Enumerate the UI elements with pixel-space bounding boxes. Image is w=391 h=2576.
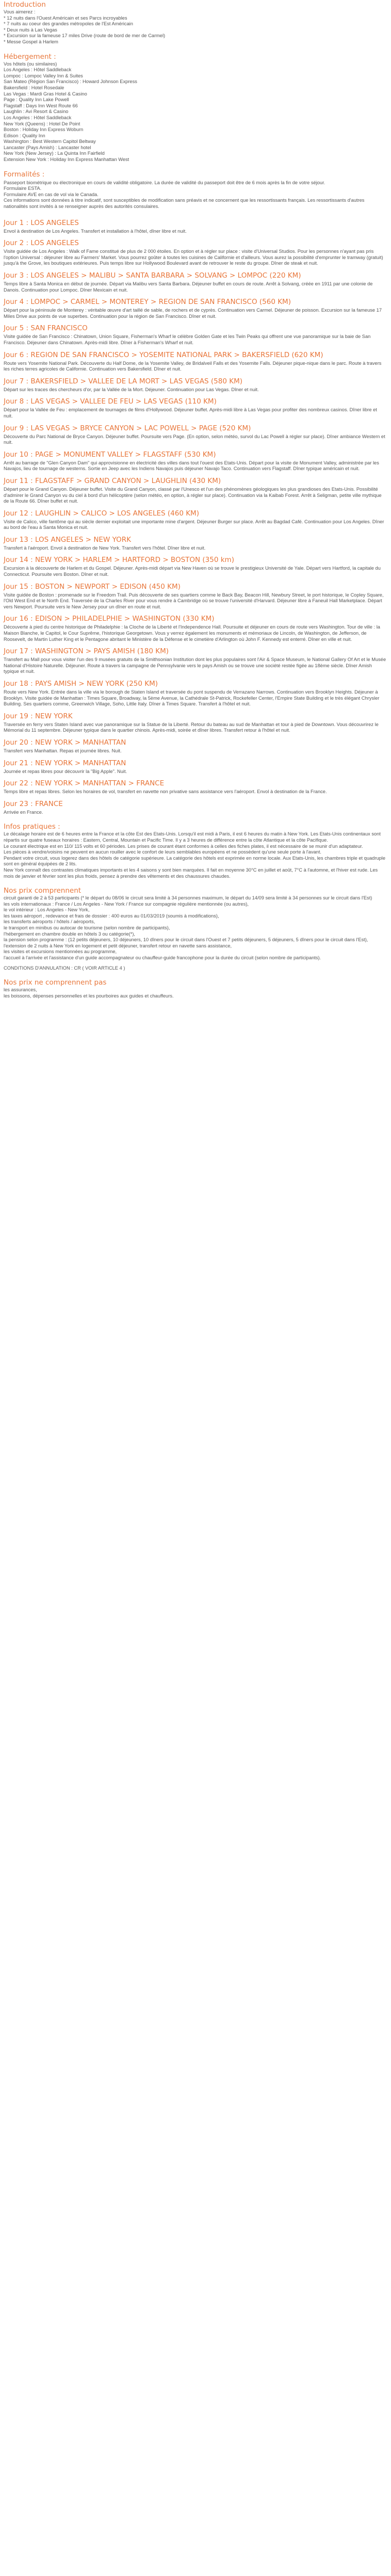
- day-description: Temps libre et repas libres. Selon les horaires de vol, transfert en navette non privative sans assistance vers l'aéroport. Envol à destination de la France.: [4, 789, 327, 795]
- formalites-paragraph: Formulaire ESTA.: [4, 186, 42, 191]
- hotel-line: Los Angeles : Hôtel Saddleback: [4, 115, 72, 120]
- hotel-line: Page : Quality Inn Lake Powell: [4, 97, 69, 103]
- day-heading: Jour 11 : FLAGSTAFF > GRAND CANYON > LAUGHLIN (430 KM): [4, 476, 221, 485]
- intro-section: [4, 0, 387, 45]
- day-heading: Jour 4 : LOMPOC > CARMEL > MONTEREY > REGION DE SAN FRANCISCO (560 KM): [4, 298, 291, 307]
- hotel-line: Los Angeles : Hôtel Saddleback: [4, 67, 72, 73]
- hotel-line: Bakersfield : Hotel Rosedale: [4, 85, 64, 90]
- day-heading: Jour 19 : NEW YORK: [4, 712, 73, 720]
- day-heading: Jour 3 : LOS ANGELES > MALIBU > SANTA BARBARA > SOLVANG > LOMPOC (220 KM): [4, 271, 301, 280]
- day-heading: Jour 5 : SAN FRANCISCO: [4, 324, 88, 333]
- formalites-paragraph: Passeport biométrique ou électronique en cours de validité obligatoire. La durée de validité du passeport doit être de 6 mois après la fin de votre séjour.: [4, 180, 325, 185]
- day-block: [4, 446, 387, 472]
- day-heading: Jour 12 : LAUGHLIN > CALICO > LOS ANGELES (460 KM): [4, 509, 199, 518]
- day-block: [4, 420, 387, 446]
- day-block: [4, 531, 387, 552]
- day-heading: Jour 17 : WASHINGTON > PAYS AMISH (180 KM): [4, 647, 169, 656]
- day-block: [4, 578, 387, 610]
- day-heading: Jour 23 : FRANCE: [4, 799, 63, 808]
- day-heading: Jour 15 : BOSTON > NEWPORT > EDISON (450 KM): [4, 582, 181, 591]
- prix-item: le vol intérieur : Los Angeles - New York,: [4, 907, 90, 913]
- day-heading: Jour 22 : NEW YORK > MANHATTAN > FRANCE: [4, 779, 165, 788]
- prix-item: circuit garanti de 2 à 53 participants (* le départ du 08/06 le circuit sera limité à 34 personnes maximum, le départ du 14/09 sera limité à 34 personnes sur le circuit dans l'Est): [4, 895, 372, 901]
- ne-comprennent-item: les boissons, dépenses personnelles et les pourboires aux guides et chauffeurs.: [4, 993, 174, 999]
- day-heading: Jour 13 : LOS ANGELES > NEW YORK: [4, 535, 131, 544]
- day-description: Visite de Calico, ville fantôme qui au siècle dernier exploitait une importante mine d'argent. Déjeuner Burger sur place. Arrêt au Bagdad Café. Continuation pour Los Angeles. Dîner au bord de l'eau à Santa Monica et nuit.: [4, 519, 384, 530]
- day-description: Arrivée en France.: [4, 809, 43, 815]
- prix-item: l'extension de 2 nuits à New York en logement et petit déjeuner, transfert retour en navette sans assistance,: [4, 943, 232, 948]
- day-heading: Jour 21 : NEW YORK > MANHATTAN: [4, 759, 126, 767]
- day-description: Visite guidée de Los Angeles : Walk of Fame constitué de plus de 2 000 étoiles. En option et à régler sur place : visite d'Universal Studios. Pour les personnes n'ayant pas pris l'option Universal : déjeuner libre au Farmers' Market. Vous pourrez goûter à toutes les cuisines de Californie et d'ailleurs. Vous aurez la possibilité d'emprunter le tramway (gratuit) jusqu'à the Grove, les boutiques extérieures. Puis temps libre sur Hollywood Boulevard avant de retrouver le reste du groupe. Dîner de steak et nuit.: [4, 249, 383, 266]
- day-description: Départ sur les traces des chercheurs d'or, par la Vallée de la Mort. Déjeuner. Continuation pour Las Vegas. Dîner et nuit.: [4, 387, 259, 392]
- prix-item: les transferts aéroports / hôtels / aéroports,: [4, 919, 95, 925]
- itinerary-document: [0, 0, 391, 999]
- day-block: [4, 505, 387, 531]
- day-heading: Jour 7 : BAKERSFIELD > VALLEE DE LA MORT > LAS VEGAS (580 KM): [4, 377, 243, 385]
- hotel-line: Laughlin : Avi Resort & Casino: [4, 109, 69, 115]
- day-description: Temps libre à Santa Monica en début de journée. Départ via Malibu vers Santa Barbara. Déjeuner buffet en cours de route. Arrêt à Solvang, créée en 1911 par une colonie de Danois. Continuation pour Lompoc. Dîner Mexicain et nuit.: [4, 281, 373, 293]
- prix-item: l'hébergement en chambre double en hôtels 3 ou catégorie(*),: [4, 931, 136, 937]
- day-block: [4, 293, 387, 319]
- hebergement-heading: Hébergement :: [4, 52, 56, 61]
- day-description: Départ pour la péninsule de Monterey : véritable œuvre d'art taillé de sable, de rochers et de cyprès. Continuation vers Carmel. Déjeuner de poisson. Excursion sur la fameuse 17 Miles Drive aux points de vue superbes. Continuation pour la région de San Francisco. Dîner et nuit.: [4, 308, 382, 319]
- day-block: [4, 393, 387, 419]
- day-block: [4, 734, 387, 754]
- intro-line: Vous aimerez :: [4, 9, 36, 14]
- section-gap: [4, 45, 387, 50]
- day-description: Journée et repas libres pour découvrir la "Big Apple". Nuit.: [4, 768, 127, 774]
- ne-comprennent-heading: Nos prix ne comprennent pas: [4, 978, 107, 987]
- section-gap: [4, 210, 387, 214]
- infos-heading: Infos pratiques :: [4, 823, 60, 831]
- day-block: [4, 707, 387, 734]
- hotel-line: Extension New York : Holiday Inn Express Manhattan West: [4, 157, 129, 163]
- hotel-line: Flagstaff : Days Inn West Route 66: [4, 103, 78, 108]
- day-heading: Jour 20 : NEW YORK > MANHATTAN: [4, 738, 126, 747]
- intro-line: * Deux nuits à Las Vegas: [4, 27, 57, 33]
- infos-paragraph: Le courant électrique est en 110/ 115 volts et 60 périodes. Les prises de courant étant conformes à celles des fiches plates, il est nécessaire de se munir d'un adaptateur.: [4, 843, 363, 849]
- day-description: Traversée en ferry vers Staten Island avec vue panoramique sur la Statue de la Liberté. Retour du bateau au sud de Manhattan et tour à pied de Downtown. Vous découvrirez le Mémorial du 11 septembre. Déjeuner typique dans le quartier chinois. Après-midi, soirée et dîner libres. Transfert retour à l'hôtel et nuit.: [4, 721, 379, 733]
- day-description: Excursion à la découverte de Harlem et du Gospel. Déjeuner. Après-midi départ via New Haven où se trouve le prestigieux Université de Yale. Départ vers Hartford, la capitale du Connecticut. Poursuite vers Boston. Dîner et nuit.: [4, 566, 381, 577]
- day-heading: Jour 2 : LOS ANGELES: [4, 239, 79, 248]
- prix-heading: Nos prix comprennent: [4, 887, 82, 895]
- day-block: [4, 319, 387, 346]
- section-gap: [4, 163, 387, 167]
- day-block: [4, 234, 387, 267]
- day-description: Envol à destination de Los Angeles. Transfert et installation à l'hôtel, dîner libre et nuit.: [4, 228, 187, 234]
- hotel-line: San Mateo (Région San Francisco) : Howard Johnson Express: [4, 79, 137, 85]
- intro-heading: Introduction: [4, 1, 46, 9]
- day-block: [4, 675, 387, 707]
- hotel-line: Las Vegas : Mardi Gras Hotel & Casino: [4, 91, 87, 96]
- intro-line: * Excursion sur la fameuse 17 miles Drive (route de bord de mer de Carmel): [4, 33, 166, 39]
- infos-paragraph: New York connaît des contrastes climatiques importants et les 4 saisons y sont bien marquées. Il fait en moyenne 30°C en juillet et août, 7°C à l'automne, et l'hiver est rude. Les mois de janvier et février sont les plus froids, pensez à prendre des vêtements et des chaussures chaudes.: [4, 867, 378, 879]
- section-gap: [4, 971, 387, 975]
- infos-paragraph: Pendant votre circuit, vous logerez dans des hôtels de catégorie supérieure. La catégorie des hôtels est exprimée en norme locale. Aux Etats-Unis, les chambres triple et quadruple sont en général équipées de 2 lits.: [4, 855, 386, 867]
- hotel-line: New York (Queens) : Hotel De Point: [4, 121, 80, 126]
- section-gap: [4, 815, 387, 819]
- day-heading: Jour 1 : LOS ANGELES: [4, 218, 79, 227]
- section-gap: [4, 879, 387, 883]
- day-heading: Jour 10 : PAGE > MONUMENT VALLEY > FLAGSTAFF (530 KM): [4, 450, 216, 459]
- conditions-annulation: CONDITIONS D'ANNULATION : CR ( VOIR ARTICLE 4 ): [4, 965, 125, 971]
- prix-item: les visites et excursions mentionnées au programme,: [4, 949, 117, 955]
- hotel-line: New York (New Jersey) : La Quinta Inn Fairfield: [4, 151, 105, 156]
- day-heading: Jour 14 : NEW YORK > HARLEM > HARTFORD > BOSTON (350 km): [4, 556, 234, 565]
- intro-line: * 12 nuits dans l'Ouest Américain et ses Parcs incroyables: [4, 15, 127, 21]
- hotel-line: Edison : Quality Inn: [4, 133, 45, 138]
- day-heading: Jour 18 : PAYS AMISH > NEW YORK (250 KM): [4, 680, 158, 688]
- day-block: [4, 373, 387, 393]
- itinerary-days: [4, 214, 387, 816]
- hebergement-section: [4, 50, 387, 163]
- day-heading: Jour 6 : REGION DE SAN FRANCISCO > YOSEMITE NATIONAL PARK > BAKERSFIELD (620 KM): [4, 350, 323, 359]
- day-block: [4, 775, 387, 795]
- hotel-line: Lompoc : Lompoc Valley Inn & Suites: [4, 73, 83, 78]
- day-description: Transfert à l'aéroport. Envol à destination de New York. Transfert vers l'hôtel. Dîner libre et nuit.: [4, 545, 206, 551]
- day-block: [4, 795, 387, 816]
- infos-paragraph: Les pièces à vendre/voisins ne peuvent en aucun rouiller avec le confort de leurs semblables européens et ne possèdent qu'une seule porte à l'avant.: [4, 849, 321, 855]
- day-block: [4, 610, 387, 642]
- day-block: [4, 214, 387, 235]
- day-description: Visite guidée de Boston : promenade sur le Freedom Trail. Puis découverte de ses quartiers comme le Back Bay, Beacon Hill, Newbury Street, le port historique, le Copley Square, l'Old West End et le North End. Traversée de la Charles River pour vous rendre à Cambridge où se trouve l'université d'Harvard. Déjeuner libre à Faneuil Hall Marketplace. Départ vers Newport. Poursuite vers le New Jersey pour un dîner en route et nuit.: [4, 592, 384, 609]
- day-heading: Jour 9 : LAS VEGAS > BRYCE CANYON > LAC POWELL > PAGE (520 KM): [4, 424, 251, 432]
- day-description: Départ pour le Grand Canyon. Déjeuner buffet. Visite du Grand Canyon, classé par l'Unesco et l'un des phénomènes géologiques les plus grandioses des Etats-Unis. Possibilité d'admirer le Grand Canyon vu du ciel à bord d'un hélicoptère (selon météo, en option, à régler sur place). Continuation via la Kaibab Forest. Arrêt à Seligman, petite ville mythique de la Route 66. Dîner buffet et nuit.: [4, 486, 382, 504]
- ne-comprennent-item: les assurances,: [4, 987, 37, 993]
- prix-item: l'accueil à l'arrivée et l'assistance d'un guide accompagnateur ou chauffeur-guide francophone pour la durée du circuit (selon nombre de participants).: [4, 955, 321, 961]
- infos-section: [4, 819, 387, 879]
- day-description: Découverte du Parc National de Bryce Canyon. Déjeuner buffet. Poursuite vers Page. (En option, selon météo, survol du Lac Powell à régler sur place). Dîner ambiance Western et nuit.: [4, 433, 385, 445]
- prix-section: [4, 883, 387, 961]
- intro-line: * Messe Gospel à Harlem: [4, 39, 58, 44]
- day-block: [4, 346, 387, 373]
- day-heading: Jour 16 : EDISON > PHILADELPHIE > WASHINGTON (330 KM): [4, 615, 215, 623]
- day-description: Visite guidée de San Francisco : Chinatown, Union Square, Fisherman's Wharf le célèbre Golden Gate et les Twin Peaks qui offrent une vue panoramique sur la baie de San Francisco. Déjeuner dans Chinatown. Après-midi libre. Dîner à Fisherman's Wharf et nuit.: [4, 334, 371, 345]
- prix-item: le transport en minibus ou autocar de tourisme (selon nombre de participants),: [4, 925, 170, 931]
- section-gap: [4, 961, 387, 965]
- prix-item: les taxes aéroport , redevance et frais de dossier : 400 euros au 01/03/2019 (soumis à modifications),: [4, 913, 219, 919]
- formalites-paragraph: Formulaire AVE en cas de vol via le Canada.: [4, 191, 99, 197]
- intro-line: * 7 nuits au coeur des grandes métropoles de l'Est Américain: [4, 21, 133, 27]
- day-description: Transfert vers Manhattan. Repas et journée libres. Nuit.: [4, 748, 122, 753]
- prix-item: la pension selon programme : (12 petits déjeuners, 10 déjeuners, 10 dîners pour le circuit dans l'Ouest et 7 petits déjeuners, 5 déjeuners, 5 dîners pour le circuit dans l'Est),: [4, 937, 368, 943]
- day-description: Route vers Yosemite National Park. Découverte du Half Dome, de la Yosemite Valley, de Bridalveil Falls et des Yosemite Falls. Déjeuner pique-nique dans le parc. Route à travers les riches terres agricoles de Californie. Continuation vers Bakersfield. Dîner et nuit.: [4, 360, 382, 372]
- day-description: Route vers New York. Entrée dans la ville via le borough de Staten Island et traversée du pont suspendu de Verrazano Narrows. Continuation vers Brooklyn Heights. Déjeuner à Brooklyn. Visite guidée de Manhattan : Times Square, Broadway, la 5ème Avenue, la Cathédrale St-Patrick, Rockefeller Center, l'Empire State Building et le très élégant Chrysler Building. Ses quartiers comme, Greenwich Village, Soho, Little Italy. Dîner à Times Square. Transfert à l'hôtel et nuit.: [4, 689, 380, 707]
- day-heading: Jour 8 : LAS VEGAS > VALLEE DE FEU > LAS VEGAS (110 KM): [4, 397, 217, 406]
- day-block: [4, 267, 387, 293]
- hotel-line: Washington : Best Western Capitol Beltway: [4, 139, 96, 144]
- hotel-line: Vos hôtels (ou similaires): [4, 61, 57, 67]
- hotel-line: Lancaster (Pays Amish) : Lancaster hotel: [4, 144, 91, 150]
- infos-paragraph: Le décalage horaire est de 6 heures entre la France et la côte Est des Etats-Unis. Lorsqu'il est midi à Paris, il est 6 heures du matin à New York. Les Etats-Unis continentaux sont répartis sur quatre fuseaux horaires : Eastern, Central, Mountain et Pacific Time. Il y a 3 heures de différence entre la côte Atlantique et la côte Pacifique.: [4, 831, 381, 843]
- day-block: [4, 754, 387, 775]
- day-block: [4, 472, 387, 505]
- hotel-line: Boston : Holiday Inn Express Woburn: [4, 127, 84, 133]
- day-description: Départ pour la Vallée de Feu : emplacement de tournages de films d'Hollywood. Déjeuner buffet. Après-midi libre à Las Vegas pour profiter des nombreux casinos. Dîner libre et nuit.: [4, 407, 377, 418]
- day-block: [4, 642, 387, 675]
- day-description: Découverte à pied du centre historique de Philadelphie : la Cloche de la Liberté et l'Independence Hall. Poursuite et déjeuner en cours de route vers Washington. Tour de ville : la Maison Blanche, le Capitol, le Cour Suprême, l'historique Georgetown. Vous y verrez également les monuments et mémoriaux de Lincoln, de Washington, de Jefferson, de Roosevelt, de Martin Luther King et le Pentagone abritant le Ministère de la Défense et le cimetière d'Arlington où John F. Kennedy est enterré. Dîner en ville et nuit.: [4, 624, 380, 642]
- day-block: [4, 551, 387, 577]
- day-description: Arrêt au barrage de "Glen Canyon Dam" qui approvisionne en électricité des villes dans tout l'ouest des Etats-Unis. Départ pour la visite de Monument Valley, administrée par les Navajos, lieu de tournage de westerns. Sortie en Jeep avec les Indiens Navajos puis déjeuner Navajo Taco. Continuation vers Flagstaff. Dîner typique américain et nuit.: [4, 460, 379, 472]
- formalites-paragraph: Ces informations sont données à titre indicatif, sont susceptibles de modification sans préavis et ne concernent que les ressortissants français. Les ressortissants d'autres nationalités sont invités à se renseigner auprès des autorités consulaires.: [4, 198, 365, 210]
- day-description: Transfert au Mall pour vous visiter l'un des 9 musées gratuits de la Smithsonian Institution dont les plus populaires sont l'Air & Space Museum, le National Gallery Of Art et le Musée National d'Histoire Naturelle. Déjeuner. Route à travers la campagne de Pennsylvanie vers le pays Amish ou se trouve une société restée figée au 18ème siècle. Dîner Amish typique et nuit.: [4, 657, 386, 674]
- formalites-heading: Formalités :: [4, 170, 45, 179]
- formalites-section: [4, 167, 387, 210]
- ne-comprennent-section: [4, 975, 387, 999]
- prix-item: les vols internationaux : France / Los Angeles - New York / France sur compagnie régulière mentionnée (ou autres),: [4, 901, 249, 907]
